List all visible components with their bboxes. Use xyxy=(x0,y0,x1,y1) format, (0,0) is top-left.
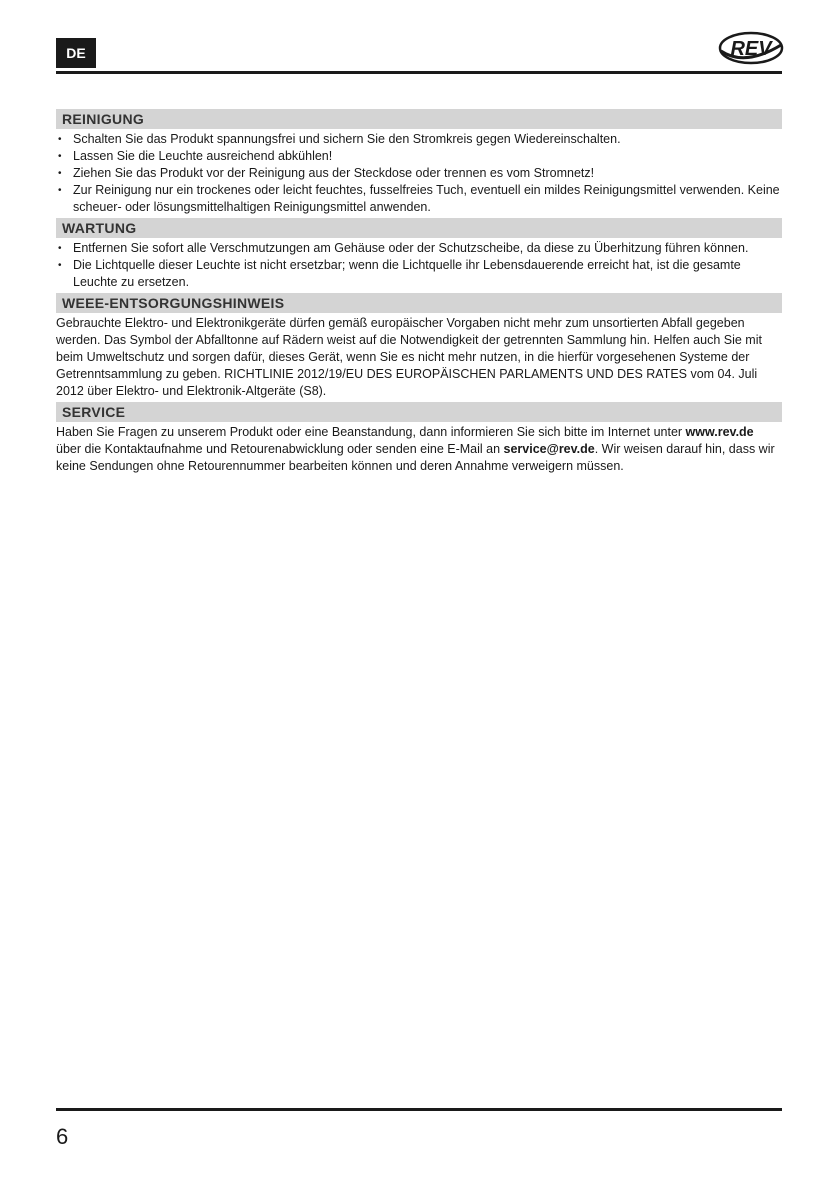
header-rule xyxy=(56,71,782,74)
service-website-link[interactable]: www.rev.de xyxy=(685,425,754,439)
list-item: • Schalten Sie das Produkt spannungsfrei und sichern Sie den Stromkreis gegen Wiedereinschalten. xyxy=(56,131,782,148)
section-header-service: SERVICE xyxy=(56,402,782,422)
list-item: • Die Lichtquelle dieser Leuchte ist nicht ersetzbar; wenn die Lichtquelle ihr Lebensdauerende erreicht hat, ist die gesamte Leuchte zu ersetzen. xyxy=(56,257,782,291)
section-header-wartung: WARTUNG xyxy=(56,218,782,238)
logo-text: REV xyxy=(730,38,772,60)
service-text xyxy=(56,424,782,475)
footer-rule xyxy=(56,1108,782,1111)
service-email-link[interactable]: service@rev.de xyxy=(503,442,595,456)
service-text-part-2: über die Kontaktaufnahme und Retourenabwicklung oder senden eine E-Mail an xyxy=(56,442,504,456)
reinigung-list xyxy=(56,131,782,216)
list-item: • Lassen Sie die Leuchte ausreichend abkühlen! xyxy=(56,148,782,165)
list-item: • Zur Reinigung nur ein trockenes oder leicht feuchtes, fusselfreies Tuch, eventuell ein mildes Reinigungsmittel verwenden. Keine scheuer- oder lösungsmittelhaltigen Reinigungsmittel anwenden. xyxy=(56,182,782,216)
weee-text: Gebrauchte Elektro- und Elektronikgeräte dürfen gemäß europäischer Vorgaben nicht mehr zum unsortierten Abfall gegeben werden. Das Symbol der Abfalltonne auf Rädern weist auf die Notwendigkeit der getrennten Sammlung hin. Helfen auch Sie mit beim Umweltschutz und sorgen dafür, dieses Gerät, wenn Sie es nicht mehr nutzen, in die hierfür vorgesehenen Systeme der Getrenntsammlung zu geben. RICHTLINIE 2012/19/EU DES EUROPÄISCHEN PARLAMENTS UND DES RATES vom 04. Juli 2012 über Elektro- und Elektronik-Altgeräte (S8). xyxy=(56,316,762,398)
content xyxy=(56,109,782,477)
page-number: 6 xyxy=(56,1124,69,1149)
service-text-part-3: . Wir weisen darauf hin, dass wir keine Sendungen ohne Retourennummer bearbeiten können und deren Annahme verweigern müssen. xyxy=(56,442,775,473)
language-badge: DE xyxy=(56,38,96,68)
service-text-part-1: Haben Sie Fragen zu unserem Produkt oder eine Beanstandung, dann informieren Sie sich bitte im Internet unter xyxy=(56,425,686,439)
section-header-reinigung: REINIGUNG xyxy=(56,109,782,129)
list-item: • Ziehen Sie das Produkt vor der Reinigung aus der Steckdose oder trennen es vom Stromnetz! xyxy=(56,165,782,182)
rev-logo xyxy=(715,25,785,69)
section-header-weee: WEEE-ENTSORGUNGSHINWEIS xyxy=(56,293,782,313)
list-item: • Entfernen Sie sofort alle Verschmutzungen am Gehäuse oder der Schutzscheibe, da diese zu Überhitzung führen können. xyxy=(56,240,782,257)
wartung-list xyxy=(56,240,782,291)
